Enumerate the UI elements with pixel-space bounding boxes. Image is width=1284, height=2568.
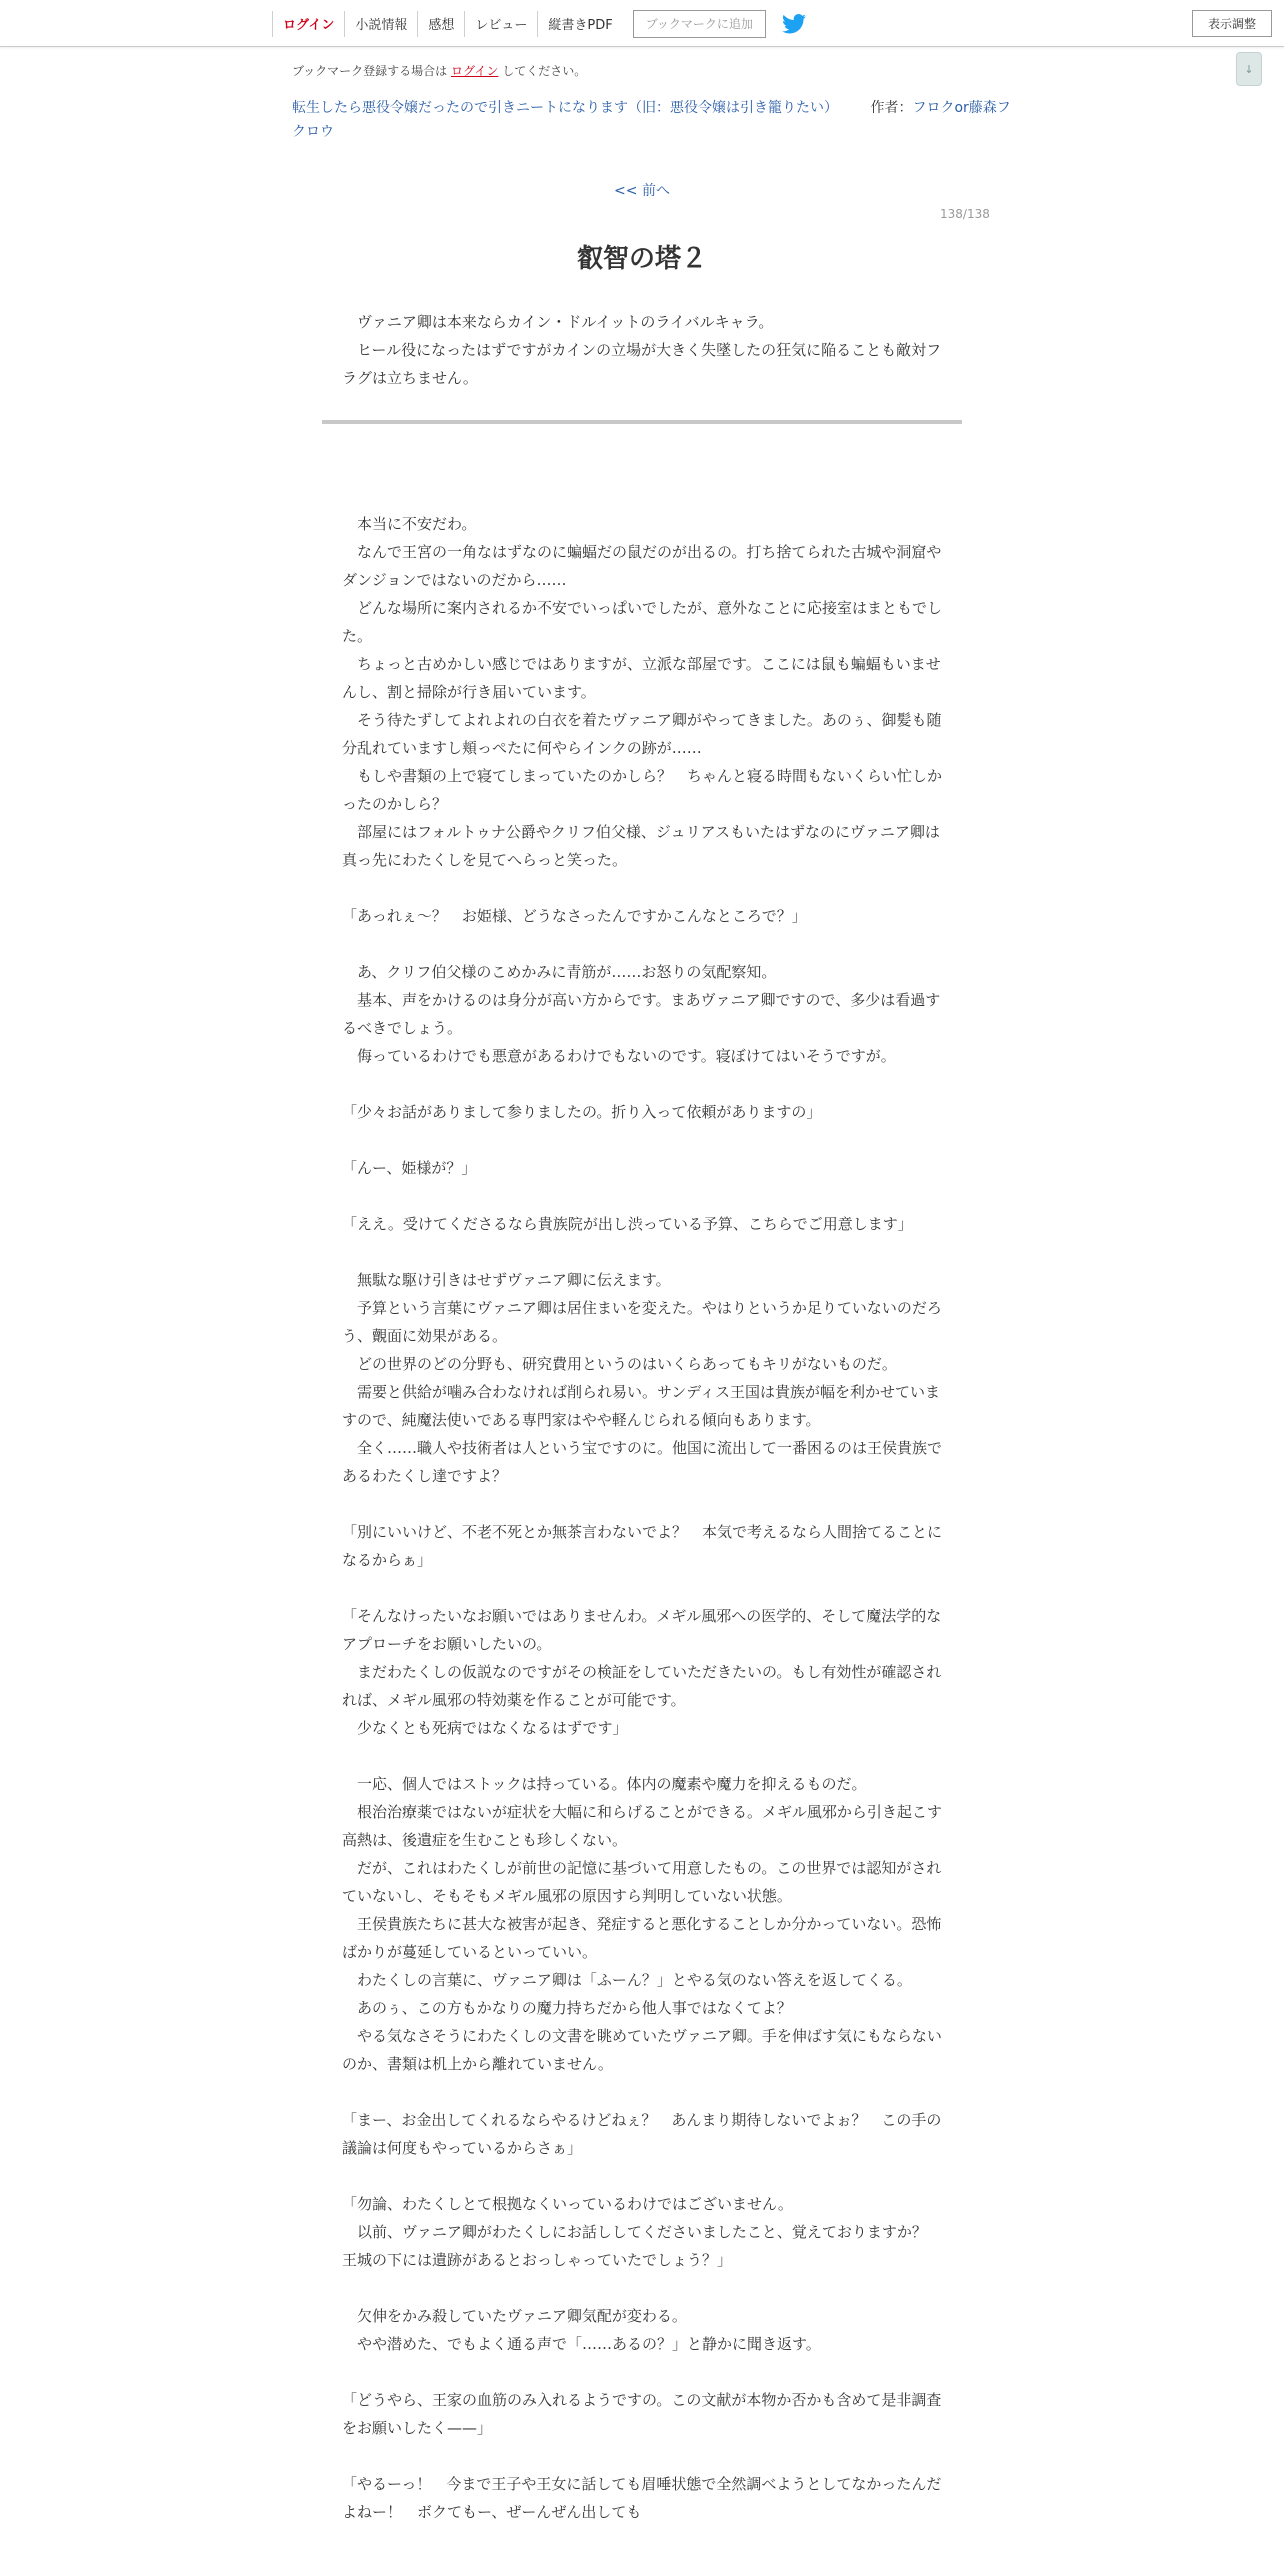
- bookmark-login-notice: [292, 62, 586, 79]
- previous-chapter-link[interactable]: << 前へ: [614, 183, 670, 199]
- body-paragraph: だが、これはわたくしが前世の記憶に基づいて用意したもの。この世界では認知がされていないし、そもそもメギル風邪の原因すら判明していない状態。: [342, 1859, 942, 1905]
- body-paragraph: 予算という言葉にヴァニア卿は居住まいを変えた。やはりというか足りていないのだろう、覿面に効果がある。: [342, 1299, 942, 1345]
- body-paragraph: 「勿論、わたくしとて根拠なくいっているわけではございません。: [342, 2195, 793, 2213]
- top-nav-menu: [272, 0, 808, 47]
- blank-line: [342, 2358, 942, 2386]
- body-paragraph: 「あっれぇ～？ お姫様、どうなさったんですかこんなところで？」: [342, 907, 807, 925]
- body-paragraph: 「まー、お金出してくれるならやるけどねぇ？ あんまり期待しないでよぉ？ この手の議論は何度もやっているからさぁ」: [342, 2111, 942, 2157]
- body-paragraph: 本当に不安だわ。: [357, 515, 477, 533]
- body-paragraph: 「ええ。受けてくださるなら貴族院が出し渋っている予算、こちらでご用意します」: [342, 1215, 913, 1233]
- chapter-preface: [342, 308, 942, 392]
- body-paragraph: 「やるーっ！ 今まで王子や王女に話しても眉唾状態で全然調べようとしてなかったんだよねー！ ボクてもー、ぜーんぜん出しても: [342, 2475, 942, 2521]
- body-paragraph: あ、クリフ伯父様のこめかみに青筋が……お怒りの気配察知。: [357, 963, 777, 981]
- top-navigation-bar: [0, 0, 1284, 47]
- body-paragraph: 以前、ヴァニア卿がわたくしにお話ししてくださいましたこと、覚えておりますか？ 王城の下には遺跡があるとおっしゃっていたでしょう？」: [342, 2223, 942, 2269]
- body-paragraph: わたくしの言葉に、ヴァニア卿は「ふーん？」とやる気のない答えを返してくる。: [357, 1971, 912, 1989]
- body-paragraph: どんな場所に案内されるか不安でいっぱいでしたが、意外なことに応接室はまともでした。: [342, 599, 943, 645]
- nav-login-link[interactable]: ログイン: [272, 11, 344, 37]
- nav-vertical-pdf-link[interactable]: 縦書きPDF: [537, 11, 622, 37]
- author-label: 作者：: [870, 100, 913, 116]
- body-paragraph: 部屋にはフォルトゥナ公爵やクリフ伯父様、ジュリアスもいたはずなのにヴァニア卿は真っ先にわたくしを見てへらっと笑った。: [342, 823, 940, 869]
- body-paragraph: あのぅ、この方もかなりの魔力持ちだから他人事ではなくてよ？: [357, 1999, 792, 2017]
- display-adjust-button[interactable]: 表示調整: [1192, 10, 1272, 37]
- novel-info-line: [292, 96, 1012, 144]
- add-bookmark-button[interactable]: ブックマークに追加: [633, 10, 766, 38]
- body-paragraph: やや潜めた、でもよく通る声で「……あるの？」と静かに聞き返す。: [357, 2335, 821, 2353]
- body-paragraph: もしや書類の上で寝てしまっていたのかしら？ ちゃんと寝る時間もないくらい忙しかったのかしら？: [342, 767, 943, 813]
- nav-impressions-link[interactable]: 感想: [417, 11, 464, 37]
- body-paragraph: 基本、声をかけるのは身分が高い方からです。まあヴァニア卿ですので、多少は看過するべきでしょう。: [342, 991, 941, 1037]
- preface-paragraph: ヴァニア卿は本来ならカイン・ドルイットのライバルキャラ。: [357, 313, 774, 331]
- blank-line: [342, 1182, 942, 1210]
- twitter-icon[interactable]: [782, 13, 808, 35]
- blank-line: [342, 2162, 942, 2190]
- chapter-count: 138/138: [940, 207, 990, 221]
- body-paragraph: どの世界のどの分野も、研究費用というのはいくらあってもキリがないものだ。: [357, 1355, 897, 1373]
- body-paragraph: 「どうやら、王家の血筋のみ入れるようですの。この文献が本物か否かも含めて是非調査をお願いしたく——」: [342, 2391, 942, 2437]
- scroll-down-button[interactable]: [1236, 52, 1262, 86]
- novel-title-link[interactable]: 転生したら悪役令嬢だったので引きニートになります（旧：悪役令嬢は引き籠りたい）: [292, 100, 838, 116]
- body-paragraph: そう待たずしてよれよれの白衣を着たヴァニア卿がやってきました。あのぅ、御髪も随分乱れていますし頬っぺたに何やらインクの跡が……: [342, 711, 942, 757]
- notice-text-before: ブックマーク登録する場合は: [292, 64, 448, 78]
- notice-text-after: してください。: [502, 64, 587, 78]
- body-paragraph: なんで王宮の一角なはずなのに蝙蝠だの鼠だのが出るの。打ち捨てられた古城や洞窟やダンジョンではないのだから……: [342, 543, 942, 589]
- notice-login-link[interactable]: ログイン: [451, 64, 499, 78]
- body-paragraph: 欠伸をかみ殺していたヴァニア卿気配が変わる。: [357, 2307, 687, 2325]
- body-paragraph: 一応、個人ではストックは持っている。体内の魔素や魔力を抑えるものだ。: [357, 1775, 867, 1793]
- body-paragraph: 少なくとも死病ではなくなるはずです」: [357, 1719, 628, 1737]
- author-link[interactable]: フロクor藤森フクロウ: [292, 100, 1011, 140]
- blank-line: [342, 2078, 942, 2106]
- blank-line: [342, 1238, 942, 1266]
- chapter-body: [342, 510, 942, 2526]
- blank-line: [342, 2442, 942, 2470]
- body-paragraph: 王侯貴族たちに甚大な被害が起き、発症すると悪化することしか分かっていない。恐怖ばかりが蔓延しているといっていい。: [342, 1915, 942, 1961]
- body-paragraph: 「そんなけったいなお願いではありませんわ。メギル風邪への医学的、そして魔法学的なアプローチをお願いしたいの。: [342, 1607, 942, 1653]
- blank-line: [342, 1490, 942, 1518]
- body-paragraph: 全く……職人や技術者は人という宝ですのに。他国に流出して一番困るのは王侯貴族であるわたくし達ですよ？: [342, 1439, 943, 1485]
- blank-line: [342, 1574, 942, 1602]
- body-paragraph: やる気なさそうにわたくしの文書を眺めていたヴァニア卿。手を伸ばす気にもならないのか、書類は机上から離れていません。: [342, 2027, 942, 2073]
- blank-line: [342, 1742, 942, 1770]
- body-paragraph: 根治治療薬ではないが症状を大幅に和らげることができる。メギル風邪から引き起こす高熱は、後遺症を生むことも珍しくない。: [342, 1803, 942, 1849]
- body-paragraph: 侮っているわけでも悪意があるわけでもないのです。寝ぼけてはいそうですが。: [357, 1047, 896, 1065]
- body-paragraph: 「んー、姫様が？」: [342, 1159, 477, 1177]
- preface-paragraph: ヒール役になったはずですがカインの立場が大きく失墜したの狂気に陥ることも敵対フラグは立ちません。: [342, 341, 942, 387]
- arrow-down-icon: ↓: [1244, 62, 1254, 76]
- body-paragraph: 「別にいいけど、不老不死とか無茶言わないでよ？ 本気で考えるなら人間捨てることになるからぁ」: [342, 1523, 943, 1569]
- blank-line: [342, 1070, 942, 1098]
- nav-review-link[interactable]: レビュー: [464, 11, 537, 37]
- body-paragraph: 需要と供給が噛み合わなければ削られ易い。サンディス王国は貴族が幅を利かせていますので、純魔法使いである専門家はやや軽んじられる傾向もあります。: [342, 1383, 941, 1429]
- body-paragraph: まだわたくしの仮説なのですがその検証をしていただきたいの。もし有効性が確認されれば、メギル風邪の特効薬を作ることが可能です。: [342, 1663, 942, 1709]
- body-paragraph: ちょっと古めかしい感じではありますが、立派な部屋です。ここには鼠も蝙蝠もいませんし、割と掃除が行き届いています。: [342, 655, 941, 701]
- chapter-title: 叡智の塔２: [576, 244, 707, 274]
- blank-line: [342, 874, 942, 902]
- body-paragraph: 「少々お話がありまして参りましたの。折り入って依頼がありますの」: [342, 1103, 822, 1121]
- preface-divider: [322, 420, 962, 424]
- blank-line: [342, 1126, 942, 1154]
- blank-line: [342, 2274, 942, 2302]
- blank-line: [342, 930, 942, 958]
- nav-novel-info-link[interactable]: 小説情報: [344, 11, 417, 37]
- body-paragraph: 無駄な駆け引きはせずヴァニア卿に伝えます。: [357, 1271, 671, 1289]
